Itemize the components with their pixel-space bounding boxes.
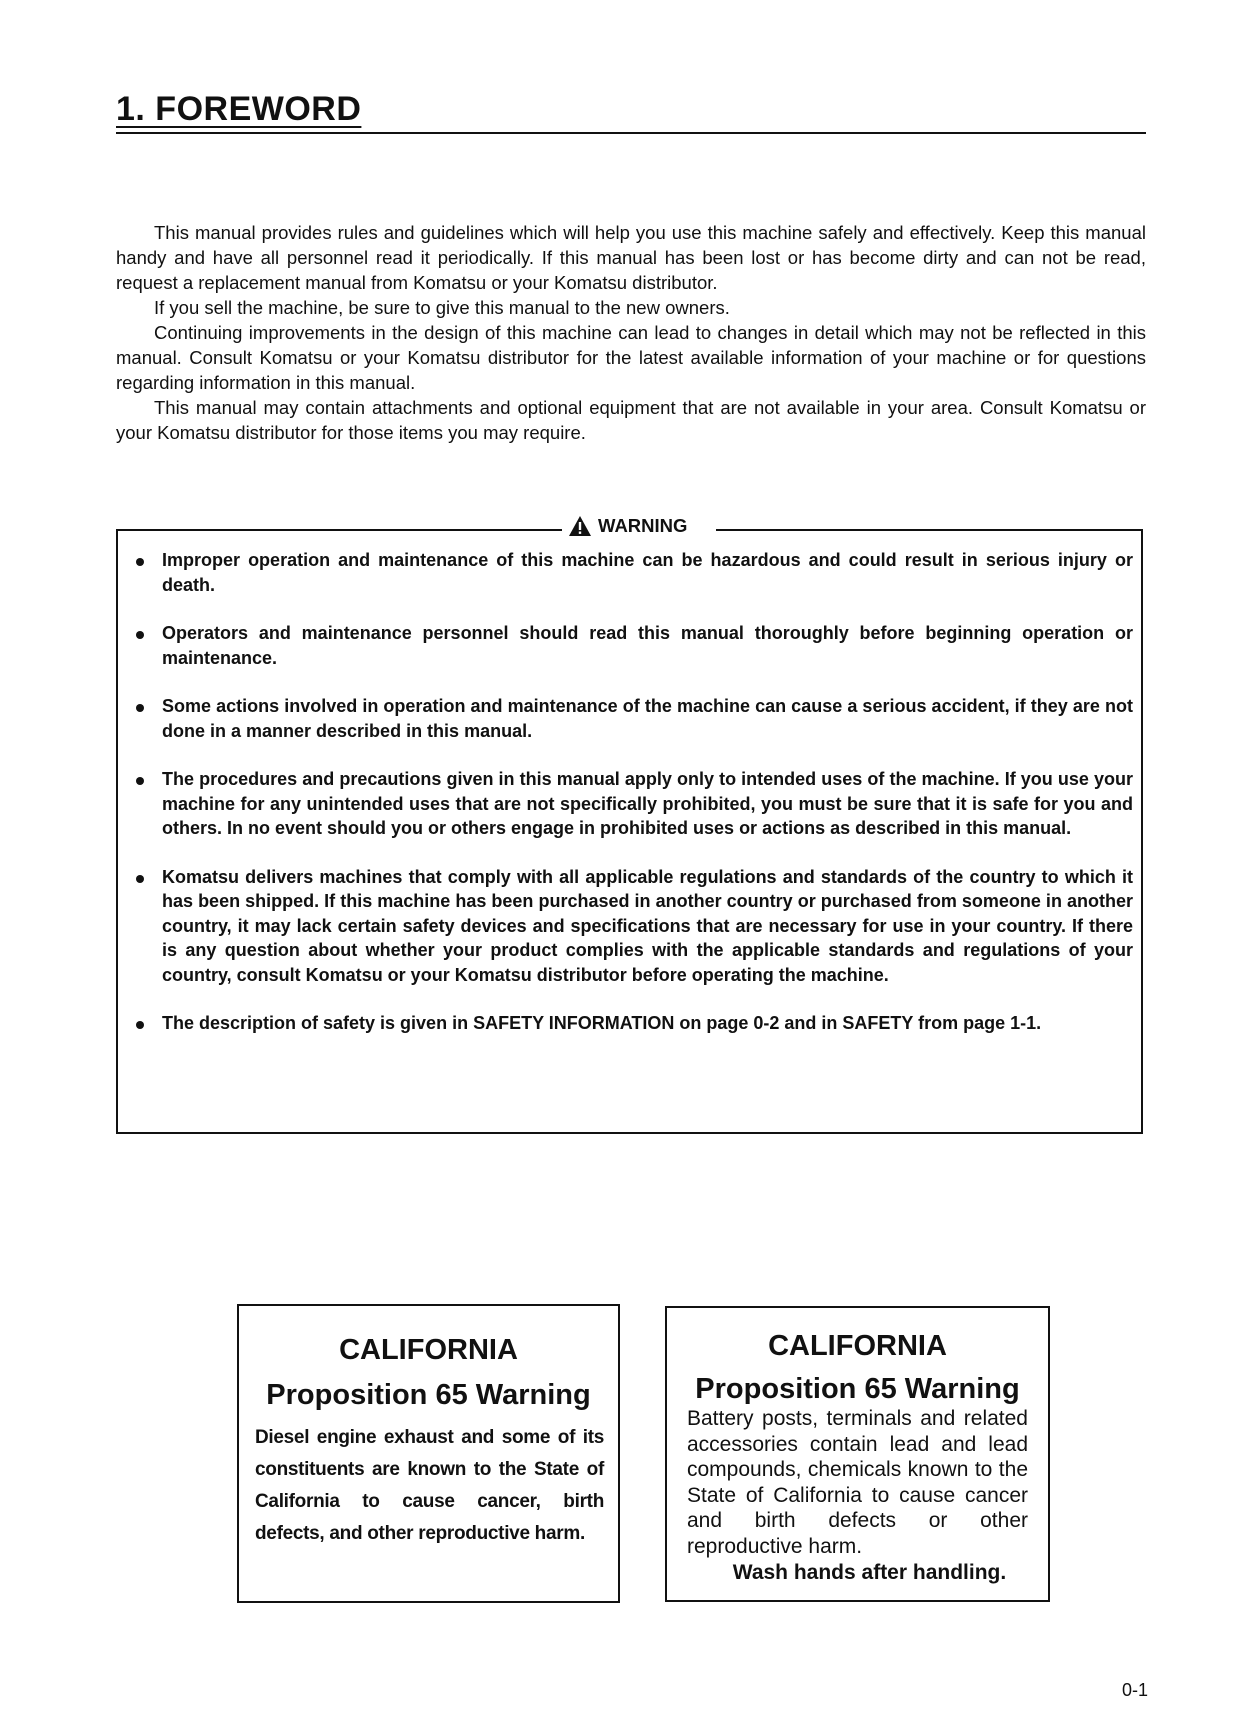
warning-item: Improper operation and maintenance of this machine can be hazardous and could result in serious injury or death. [128, 548, 1133, 597]
prop65-diesel-warning [237, 1304, 620, 1603]
page-number: 0-1 [1122, 1680, 1149, 1700]
prop65-battery-warning [665, 1306, 1050, 1602]
warning-header [562, 515, 693, 537]
warning-item: The description of safety is given in SAFETY INFORMATION on page 0-2 and in SAFETY from page 1-1. [128, 1011, 1133, 1036]
section-heading [116, 88, 1146, 134]
bullet-icon [136, 875, 144, 883]
intro-paragraph: This manual may contain attachments and optional equipment that are not available in your area. Consult Komatsu or your Komatsu distributor for those items you may require. [116, 397, 1146, 443]
prop65-state: CALIFORNIA [768, 1330, 947, 1362]
warning-triangle-icon [568, 515, 592, 537]
intro-paragraph: If you sell the machine, be sure to give this manual to the new owners. [154, 297, 730, 318]
prop65-heading: Proposition 65 Warning [695, 1373, 1020, 1405]
prop65-footer: Wash hands after handling. [732, 1561, 1007, 1584]
warning-list [128, 548, 1133, 1060]
prop65-heading: Proposition 65 Warning [266, 1379, 591, 1411]
intro-paragraph: This manual provides rules and guidelines which will help you use this machine safely and effectively. Keep this manual handy and have all personnel read it periodically. If this manual has been lost or has become dirty and can not be read, request a replacement manual from Komatsu or your Komatsu distributor. [116, 222, 1146, 293]
bullet-icon [136, 631, 144, 639]
warning-item: The procedures and precautions given in this manual apply only to intended uses of the machine. If you use your machine for any unintended uses that are not specifically prohibited, you must be sure that it is safe for you and others. In no event should you or others engage in prohibited uses or actions as described in this manual. [128, 767, 1133, 841]
intro-text [116, 220, 1146, 445]
prop65-state: CALIFORNIA [339, 1334, 518, 1366]
intro-paragraph: Continuing improvements in the design of this machine can lead to changes in detail which may not be reflected in this manual. Consult Komatsu or your Komatsu distributor for the latest available information of your machine or for questions regarding information in this manual. [116, 322, 1146, 393]
warning-item: Komatsu delivers machines that comply with all applicable regulations and standards of the country to which it has been shipped. If this machine has been purchased in another country or purchased from someone in another country, it may lack certain safety devices and specifications that are necessary for use in your country. If there is any question about whether your product complies with the applicable standards and regulations of your country, consult Komatsu or your Komatsu distributor before operating the machine. [128, 865, 1133, 988]
warning-item: Operators and maintenance personnel should read this manual thoroughly before beginning operation or maintenance. [128, 621, 1133, 670]
bullet-icon [136, 558, 144, 566]
bullet-icon [136, 1021, 144, 1029]
page-title: 1. FOREWORD [116, 90, 362, 128]
warning-title: WARNING [598, 515, 688, 536]
prop65-body: Diesel engine exhaust and some of its constituents are known to the State of California to cause cancer, birth defects, and other reproductive harm. [255, 1427, 604, 1544]
warning-item: Some actions involved in operation and maintenance of the machine can cause a serious accident, if they are not done in a manner described in this manual. [128, 694, 1133, 743]
bullet-icon [136, 777, 144, 785]
bullet-icon [136, 704, 144, 712]
prop65-body: Battery posts, terminals and related accessories contain lead and lead compounds, chemicals known to the State of California to cause cancer and birth defects or other reproductive harm. [687, 1407, 1028, 1558]
